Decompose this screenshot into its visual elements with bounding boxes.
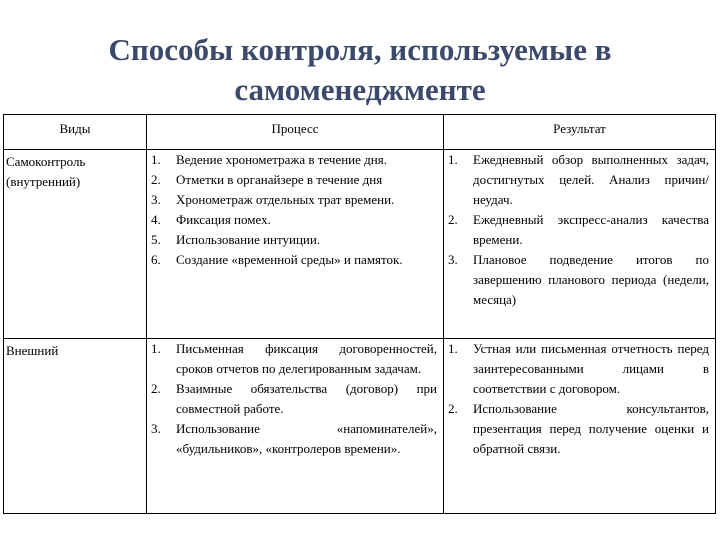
process-list <box>147 339 443 459</box>
page-title <box>0 30 720 110</box>
result-list <box>444 150 715 310</box>
kind-label: Внешний <box>6 343 59 358</box>
list-item: 2. Взаимные обязательства (договор) при совместной работе. <box>151 381 437 416</box>
process-cell <box>147 339 444 514</box>
kind-sublabel: (внутренний) <box>6 174 81 189</box>
process-cell <box>147 150 444 339</box>
table-row <box>4 339 716 514</box>
header-result: Результат <box>444 115 716 150</box>
kind-cell <box>4 150 147 339</box>
table-header-row <box>4 115 716 150</box>
list-item: 1. Ежедневный обзор выполненных задач, достигнутых целей. Анализ причин/неудач. <box>448 152 709 207</box>
kind-label: Самоконтроль <box>6 154 86 169</box>
list-item: 1. Устная или письменная отчетность перед заинтересованными лицами в соответствии с договором. <box>448 341 709 396</box>
control-methods-table <box>3 114 716 514</box>
list-item: 2. Ежедневный экспресс-анализ качества времени. <box>448 212 709 247</box>
title-line-2: самоменеджменте <box>234 72 486 107</box>
list-item: 2. Отметки в органайзере в течение дня <box>151 172 383 187</box>
list-item: 1. Письменная фиксация договоренностей, сроков отчетов по делегированным задачам. <box>151 341 437 376</box>
result-cell <box>444 339 716 514</box>
list-item: 6. Создание «временной среды» и памяток. <box>151 252 403 267</box>
table-row <box>4 150 716 339</box>
list-item: 3. Плановое подведение итогов по завершению планового периода (недели, месяца) <box>448 252 709 307</box>
list-item: 3. Использование «напоминателей», «будильников», «контролеров времени». <box>151 421 437 456</box>
list-item: 2. Использование консультантов, презентация перед получение оценки и обратной связи. <box>448 401 709 456</box>
kind-cell <box>4 339 147 514</box>
header-kinds: Виды <box>4 115 147 150</box>
list-item: 4. Фиксация помех. <box>151 212 271 227</box>
process-list <box>147 150 443 270</box>
title-line-1: Способы контроля, используемые в <box>108 32 612 67</box>
list-item: 5. Использование интуиции. <box>151 232 321 247</box>
result-cell <box>444 150 716 339</box>
list-item: 3. Хронометраж отдельных трат времени. <box>151 192 395 207</box>
list-item: 1. Ведение хронометража в течение дня. <box>151 152 387 167</box>
header-process: Процесс <box>147 115 444 150</box>
result-list <box>444 339 715 459</box>
